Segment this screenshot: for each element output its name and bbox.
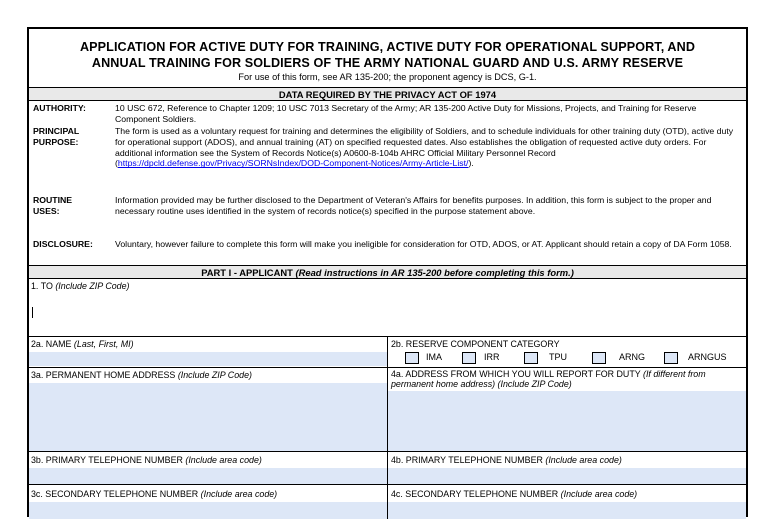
rcc-arng-label: ARNG [619, 352, 646, 362]
routine-uses-text: Information provided may be further disclosed to the Department of Veteran's Affairs for benefits purposes. In addition, this form is subject to the proper and necessary routine uses identified in the system of records notice(s) specified in the purpose statement above. [115, 195, 712, 216]
divider-row-5 [29, 484, 746, 485]
primary-phone-label [31, 455, 262, 465]
report-secondary-phone-label [391, 489, 637, 499]
rcc-arng-checkbox[interactable] [592, 352, 606, 364]
principal-purpose-label: PRINCIPAL PURPOSE: [33, 126, 80, 147]
rcc-irr-checkbox[interactable] [462, 352, 476, 364]
divider-row-3 [29, 367, 746, 368]
part-1-heading [29, 265, 746, 279]
primary-phone-input[interactable] [29, 468, 387, 484]
rcc-arngus-label: ARNGUS [688, 352, 727, 362]
form-subtitle: For use of this form, see AR 135-200; the proponent agency is DCS, G-1. [238, 72, 537, 82]
rcc-options [387, 351, 748, 367]
report-primary-phone-input[interactable] [388, 468, 746, 484]
name-label [31, 339, 134, 349]
home-address-label-text: 3a. PERMANENT HOME ADDRESS [31, 370, 176, 380]
name-label-note: (Last, First, MI) [73, 339, 134, 349]
home-address-label-note: (Include ZIP Code) [177, 370, 252, 380]
rcc-tpu-label: TPU [549, 352, 567, 362]
to-input[interactable] [29, 293, 746, 331]
part-1-note: (Read instructions in AR 135-200 before completing this form.) [295, 267, 574, 278]
da-form-1058 [27, 27, 748, 517]
principal-purpose-text [115, 126, 740, 169]
report-primary-phone-label [391, 455, 622, 465]
name-input[interactable] [29, 352, 387, 366]
secondary-phone-input[interactable] [29, 502, 387, 519]
primary-phone-label-note: (Include area code) [185, 455, 262, 465]
report-secondary-phone-label-note: (Include area code) [560, 489, 638, 499]
to-label-note: (Include ZIP Code) [55, 281, 130, 291]
report-primary-phone-label-text: 4b. PRIMARY TELEPHONE NUMBER [391, 455, 543, 465]
divider-row-4 [29, 451, 746, 452]
form-title-line-1: APPLICATION FOR ACTIVE DUTY FOR TRAINING, ACTIVE DUTY FOR OPERATIONAL SUPPORT, AND [79, 40, 696, 54]
report-primary-phone-label-note: (Include area code) [545, 455, 622, 465]
sorn-link[interactable]: https://dpcld.defense.gov/Privacy/SORNsIndex/DOD-Component-Notices/Army-Article-List/ [117, 158, 469, 169]
report-address-input[interactable] [388, 391, 746, 451]
report-secondary-phone-input[interactable] [388, 502, 746, 519]
to-label [31, 281, 130, 291]
home-address-input[interactable] [29, 383, 387, 451]
rcc-ima-checkbox[interactable] [405, 352, 419, 364]
authority-text: 10 USC 672, Reference to Chapter 1209; 10 USC 7013 Secretary of the Army; AR 135-200 Active Duty for Missions, Projects, and Training for Reserve Component Soldiers. [115, 103, 697, 124]
secondary-phone-label-note: (Include area code) [200, 489, 278, 499]
privacy-act-heading: DATA REQUIRED BY THE PRIVACY ACT OF 1974 [29, 87, 746, 101]
disclosure-label: DISCLOSURE: [33, 239, 93, 249]
part-1-title: PART I - APPLICANT [201, 267, 293, 278]
rcc-label: 2b. RESERVE COMPONENT CATEGORY [391, 339, 560, 349]
authority-label: AUTHORITY: [33, 103, 86, 113]
primary-phone-label-text: 3b. PRIMARY TELEPHONE NUMBER [31, 455, 183, 465]
to-label-text: 1. TO [31, 281, 53, 291]
form-title-line-2: ANNUAL TRAINING FOR SOLDIERS OF THE ARMY NATIONAL GUARD AND U.S. ARMY RESERVE [91, 56, 684, 70]
text-cursor [32, 307, 33, 318]
report-address-label-text: 4a. ADDRESS FROM WHICH YOU WILL REPORT FOR DUTY [391, 369, 641, 379]
rcc-tpu-checkbox[interactable] [524, 352, 538, 364]
principal-purpose-body: The form is used as a voluntary request for training and determines the eligibility of Soldiers, and to schedule individuals for other training duty (OTD), active duty for operational support (ADOS), and annual training (AT) on specified requested dates. Also establishes the obligation of requested active duty orders. For additional information see the System of Records Notice(s) A0600-8-104b AHRC Official Military Personnel Record ( [115, 126, 734, 169]
principal-purpose-end: ). [468, 158, 474, 169]
rcc-ima-label: IMA [426, 352, 443, 362]
secondary-phone-label [31, 489, 277, 499]
report-secondary-phone-label-text: 4c. SECONDARY TELEPHONE NUMBER [391, 489, 559, 499]
routine-uses-label: ROUTINE USES: [33, 195, 73, 216]
disclosure-text: Voluntary, however failure to complete this form will make you ineligible for consideration for OTD, ADOS, or AT. Applicant should retain a copy of DA Form 1058. [115, 239, 732, 249]
name-label-text: 2a. NAME [31, 339, 72, 349]
report-address-label [391, 370, 741, 389]
home-address-label [31, 370, 252, 380]
secondary-phone-label-text: 3c. SECONDARY TELEPHONE NUMBER [31, 489, 199, 499]
rcc-arngus-checkbox[interactable] [664, 352, 678, 364]
report-address-label-note: (If different from permanent home address) (Include ZIP Code) [391, 369, 706, 389]
rcc-irr-label: IRR [484, 352, 500, 362]
